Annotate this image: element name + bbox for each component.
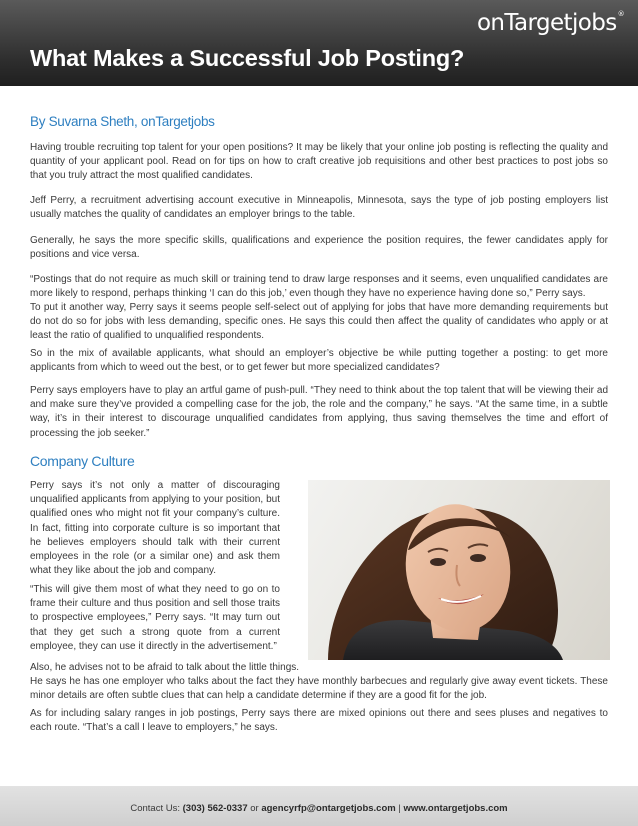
paragraph-another-way: To put it another way, Perry says it seems people self-select out of applying for jobs that have more demanding requirements but do not do so for jobs with less demanding, specific ones. He says this could then affect the quality of candidates who apply or at least the ratio of qualified to unqualified respondents. bbox=[30, 302, 608, 342]
brand-logo bbox=[477, 10, 624, 36]
woman-portrait-photo bbox=[308, 480, 610, 660]
paragraph-barbecues: He says he has one employer who talks about the fact they have monthly barbecues and regularly give away event tickets. These minor details are often subtle clues that can help a candidate determine if they are a good fit for the job. bbox=[30, 676, 608, 702]
paragraph-objective: So in the mix of available applicants, what should an employer’s objective be while putting together a posting: to get more applicants from which to weed out the best, or to get fewer but more specialized candidates? bbox=[30, 348, 608, 374]
footer-contact bbox=[0, 803, 638, 814]
paragraph-salary: As for including salary ranges in job postings, Perry says there are mixed opinions out there and sees pluses and negatives to each route. “That’s a call I leave to employers,” he says. bbox=[30, 708, 608, 734]
article-byline: By Suvarna Sheth, onTargetjobs bbox=[30, 114, 215, 129]
footer-phone: (303) 562-0337 bbox=[182, 803, 248, 814]
logo-trademark: ® bbox=[617, 10, 624, 18]
section-heading-company-culture: Company Culture bbox=[30, 453, 135, 469]
paragraph-push-pull: Perry says employers have to play an artful game of push-pull. “They need to think about the top talent that will be viewing their ad and make sure they’ve provided a compelling case for the job, the role and the company,” he says. “At the same time, in a subtle way, it’s in their interest to discourage unqualified candidates from applying, thus saving themselves the time and effort of processing the job seeker.” bbox=[30, 385, 608, 439]
paragraph-jeff-perry: Jeff Perry, a recruitment advertising account executive in Minneapolis, Minnesota, says the type of job posting employers list usually matches the quality of candidates an employer brings to the table. bbox=[30, 195, 608, 221]
portrait-illustration bbox=[308, 480, 610, 660]
footer-website-link[interactable]: www.ontargetjobs.com bbox=[403, 803, 508, 814]
paragraph-culture-quote: “This will give them most of what they need to go on to frame their culture and thus position and sell those traits to prospective employees,” Perry says. “It may turn out that they get such a strong quote from a current employee, they can use it directly in the advertisement.” bbox=[30, 584, 280, 652]
article-title: What Makes a Successful Job Posting? bbox=[30, 45, 465, 71]
footer-email-link[interactable]: agencyrfp@ontargetjobs.com bbox=[261, 803, 396, 814]
paragraph-little-things: Also, he advises not to be afraid to talk about the little things. bbox=[30, 662, 300, 673]
paragraph-generally: Generally, he says the more specific skills, qualifications and experience the position requires, the fewer candidates apply for positions and vice versa. bbox=[30, 235, 608, 261]
logo-text: onTargetjobs bbox=[476, 10, 617, 36]
footer-or: or bbox=[250, 803, 259, 814]
paragraph-culture-fit: Perry says it’s not only a matter of discouraging unqualified applicants from applying to your position, but qualified ones who might not fit your company’s culture. In fact, fitting into corporate culture is so important that he believes employers should talk with their current employees in the role (or a similar one) and ask them what they like about the job and company. bbox=[30, 480, 280, 577]
footer-contact-label: Contact Us: bbox=[130, 803, 180, 814]
paragraph-intro: Having trouble recruiting top talent for your open positions? It may be likely that your online job posting is reflecting the quality and quantity of your applicant pool. Read on for tips on how to craft creative job requisitions and other best practices to post jobs so that you truly attract the most qualified candidates. bbox=[30, 142, 608, 182]
paragraph-quote-postings: “Postings that do not require as much skill or training tend to draw large responses and it seems, even unqualified candidates are more likely to respond, perhaps thinking ‘I can do this job,’ even though they have no experience having done so,” Perry says. bbox=[30, 274, 608, 300]
footer-separator: | bbox=[398, 803, 401, 814]
